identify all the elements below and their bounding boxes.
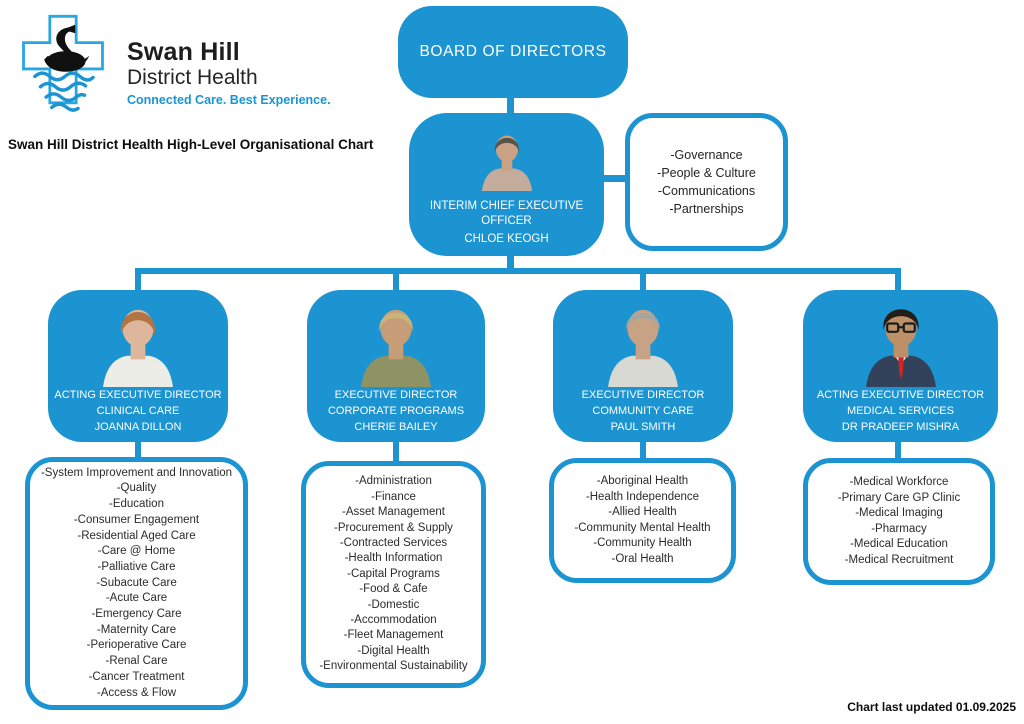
brand-tagline: Connected Care. Best Experience. xyxy=(127,93,331,107)
list-item: -Consumer Engagement xyxy=(73,513,200,526)
list-item: -Emergency Care xyxy=(91,608,182,621)
list-item: -Communications xyxy=(657,184,756,198)
list-item: -Health Independence xyxy=(585,490,700,503)
list-item: -Digital Health xyxy=(357,644,430,657)
director-name: JOANNA DILLON xyxy=(94,420,182,433)
ceo-box xyxy=(409,113,604,256)
director-box-medical-services xyxy=(803,290,998,442)
list-item: -Access & Flow xyxy=(96,686,177,699)
brand-name-line2: District Health xyxy=(127,66,258,89)
list-item: -Medical Workforce xyxy=(849,476,949,488)
list-item: -Governance xyxy=(670,148,743,162)
list-item: -Oral Health xyxy=(611,552,674,565)
list-item: -Contracted Services xyxy=(339,536,448,549)
list-item: -Aboriginal Health xyxy=(596,475,689,487)
list-item: -Perioperative Care xyxy=(86,639,187,652)
director-name: CHERIE BAILEY xyxy=(354,420,438,433)
director-role: ACTING EXECUTIVE DIRECTOR xyxy=(816,389,985,401)
list-item: -Renal Care xyxy=(105,655,168,668)
list-item: -Accommodation xyxy=(350,614,437,627)
list-item: -Quality xyxy=(116,482,157,495)
departments-medical-services xyxy=(803,458,995,585)
list-item: -Procurement & Supply xyxy=(334,521,453,534)
list-item: -Maternity Care xyxy=(96,623,177,636)
list-item: -Medical Imaging xyxy=(855,507,943,519)
departments-community-care xyxy=(549,458,736,583)
list-item: -Education xyxy=(109,498,164,511)
list-item: -Subacute Care xyxy=(96,576,177,589)
director-role: EXECUTIVE DIRECTOR xyxy=(581,389,705,401)
list-item: -Domestic xyxy=(367,598,420,611)
list-item: -Capital Programs xyxy=(347,567,440,580)
departments-clinical-care xyxy=(25,457,248,710)
list-item: -People & Culture xyxy=(657,166,756,180)
list-item: -Finance xyxy=(371,490,416,503)
list-item: -Asset Management xyxy=(342,506,445,519)
list-item: -Community Health xyxy=(593,537,692,549)
director-role: EXECUTIVE DIRECTOR xyxy=(334,389,458,401)
swan-hill-logo xyxy=(16,12,110,124)
list-item: -Partnerships xyxy=(669,202,744,216)
photo-paul-smith xyxy=(597,295,689,387)
list-item: -Acute Care xyxy=(105,592,168,605)
page-title: Swan Hill District Health High-Level Organisational Chart xyxy=(8,137,374,152)
list-item: -Health Information xyxy=(344,552,443,565)
director-area: CORPORATE PROGRAMS xyxy=(327,404,465,417)
last-updated-note: Chart last updated 01.09.2025 xyxy=(847,700,1016,714)
ceo-name: CHLOE KEOGH xyxy=(464,233,549,245)
director-area: MEDICAL SERVICES xyxy=(847,404,954,417)
director-area: CLINICAL CARE xyxy=(96,404,180,417)
photo-cherie-bailey xyxy=(350,295,442,387)
ceo-responsibilities-box xyxy=(625,113,788,251)
director-role: ACTING EXECUTIVE DIRECTOR xyxy=(54,389,222,401)
list-item: -Pharmacy xyxy=(871,522,927,535)
list-item: -System Improvement and Innovation xyxy=(40,466,233,479)
list-item: -Palliative Care xyxy=(97,560,176,573)
list-item: -Medical Recruitment xyxy=(844,553,954,566)
list-item: -Fleet Management xyxy=(343,629,444,642)
list-item: -Community Mental Health xyxy=(574,521,711,534)
director-area: COMMUNITY CARE xyxy=(592,404,694,417)
photo-chloe-keogh xyxy=(474,120,540,196)
photo-dr-pradeep-mishra xyxy=(855,295,947,387)
list-item: -Medical Education xyxy=(850,538,948,550)
departments-corporate-programs xyxy=(301,461,486,688)
director-name: DR PRADEEP MISHRA xyxy=(841,420,960,433)
list-item: -Cancer Treatment xyxy=(88,670,185,683)
brand-name-line1: Swan Hill xyxy=(127,38,240,66)
director-box-community-care xyxy=(553,290,733,442)
logo-waves-icon xyxy=(35,73,93,110)
list-item: -Primary Care GP Clinic xyxy=(837,491,961,504)
connector-directors-horizontal xyxy=(135,268,901,274)
ceo-title: INTERIM CHIEF EXECUTIVE OFFICER xyxy=(429,200,584,227)
board-of-directors-box xyxy=(398,6,628,98)
photo-joanna-dillon xyxy=(92,295,184,387)
list-item: -Residential Aged Care xyxy=(77,529,196,542)
connector-board-to-ceo xyxy=(507,97,514,114)
list-item: -Allied Health xyxy=(608,506,677,518)
board-of-directors-label: BOARD OF DIRECTORS xyxy=(419,43,607,60)
director-box-corporate-programs xyxy=(307,290,485,442)
connector-ceo-to-responsibilities xyxy=(602,175,626,182)
director-box-clinical-care xyxy=(48,290,228,442)
list-item: -Food & Cafe xyxy=(359,583,428,596)
director-name: PAUL SMITH xyxy=(610,420,676,433)
list-item: -Environmental Sustainability xyxy=(319,660,468,673)
list-item: -Care @ Home xyxy=(97,545,176,558)
list-item: -Administration xyxy=(355,475,432,488)
